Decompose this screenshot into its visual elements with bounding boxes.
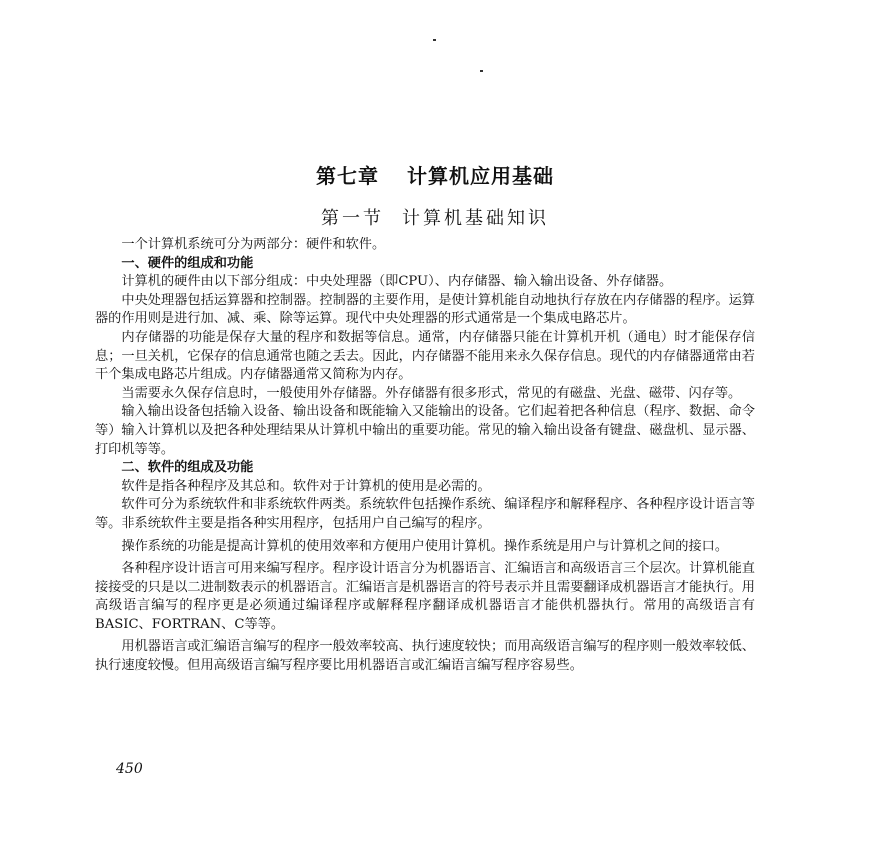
- paragraph: 计算机的硬件由以下部分组成：中央处理器（即CPU）、内存储器、输入输出设备、外存储器。: [121, 274, 673, 290]
- section-label: 第一节: [321, 208, 384, 229]
- body-text: [95, 236, 755, 676]
- paragraph: 用机器语言或汇编语言编写的程序一般效率较高、执行速度较快；而用高级语言编写的程序则一般效率较低、执行速度较慢。但用高级语言编写程序要比用机器语言或汇编语言编写程序容易些。: [95, 639, 755, 674]
- page-number: 450: [116, 761, 143, 777]
- scan-speck: [433, 39, 436, 41]
- paragraph: 中央处理器包括运算器和控制器。控制器的主要作用，是使计算机能自动地执行存放在内存储器的程序。运算器的作用则是进行加、减、乘、除等运算。现代中央处理器的形式通常是一个集成电路芯片。: [95, 292, 755, 327]
- paragraph: 软件可分为系统软件和非系统软件两类。系统软件包括操作系统、编译程序和解释程序、各种程序设计语言等等。非系统软件主要是指各种实用程序，包括用户自己编写的程序。: [95, 497, 755, 531]
- chapter-heading: [0, 160, 870, 189]
- chapter-title: 计算机应用基础: [407, 164, 554, 188]
- paragraph: 输入输出设备包括输入设备、输出设备和既能输入又能输出的设备。它们起着把各种信息（程序、数据、命令等）输入计算机以及把各种处理结果从计算机中输出的重要功能。常见的输入输出设备有键盘、磁盘机、显示器、打印机等等。: [95, 404, 755, 457]
- scan-speck: [480, 70, 483, 72]
- paragraph: 各种程序设计语言可用来编写程序。程序设计语言分为机器语言、汇编语言和高级语言三个层次。计算机能直接接受的只是以二进制数表示的机器语言。汇编语言是机器语言的符号表示并且需要翻译成机器语言才能执行。用高级语言编写的程序更是必须通过编译程序或解释程序翻译成机器语言才能供机器执行。常用的高级语言有BASIC、FORTRAN、C等等。: [95, 561, 755, 632]
- chapter-label: 第七章: [316, 164, 379, 188]
- section-title: 计算机基础知识: [402, 208, 549, 229]
- paragraph: 软件是指各种程序及其总和。软件对于计算机的使用是必需的。: [121, 478, 491, 494]
- paragraph: 当需要永久保存信息时，一般使用外存储器。外存储器有很多形式，常见的有磁盘、光盘、磁带、闪存等。: [121, 385, 742, 401]
- paragraph: 内存储器的功能是保存大量的程序和数据等信息。通常，内存储器只能在计算机开机（通电）时才能保存信息；一旦关机，它保存的信息通常也随之丢去。因此，内存储器不能用来永久保存信息。现代的内存储器通常由若干个集成电路芯片组成。内存储器通常又简称为内存。: [95, 329, 755, 383]
- subheading: 一、硬件的组成和功能: [121, 255, 254, 271]
- subheading: 二、软件的组成及功能: [121, 460, 254, 476]
- section-heading: [0, 204, 870, 230]
- paragraph: 操作系统的功能是提高计算机的使用效率和方便用户使用计算机。操作系统是用户与计算机之间的接口。: [121, 538, 729, 554]
- paragraph: 一个计算机系统可分为两部分：硬件和软件。: [121, 237, 386, 252]
